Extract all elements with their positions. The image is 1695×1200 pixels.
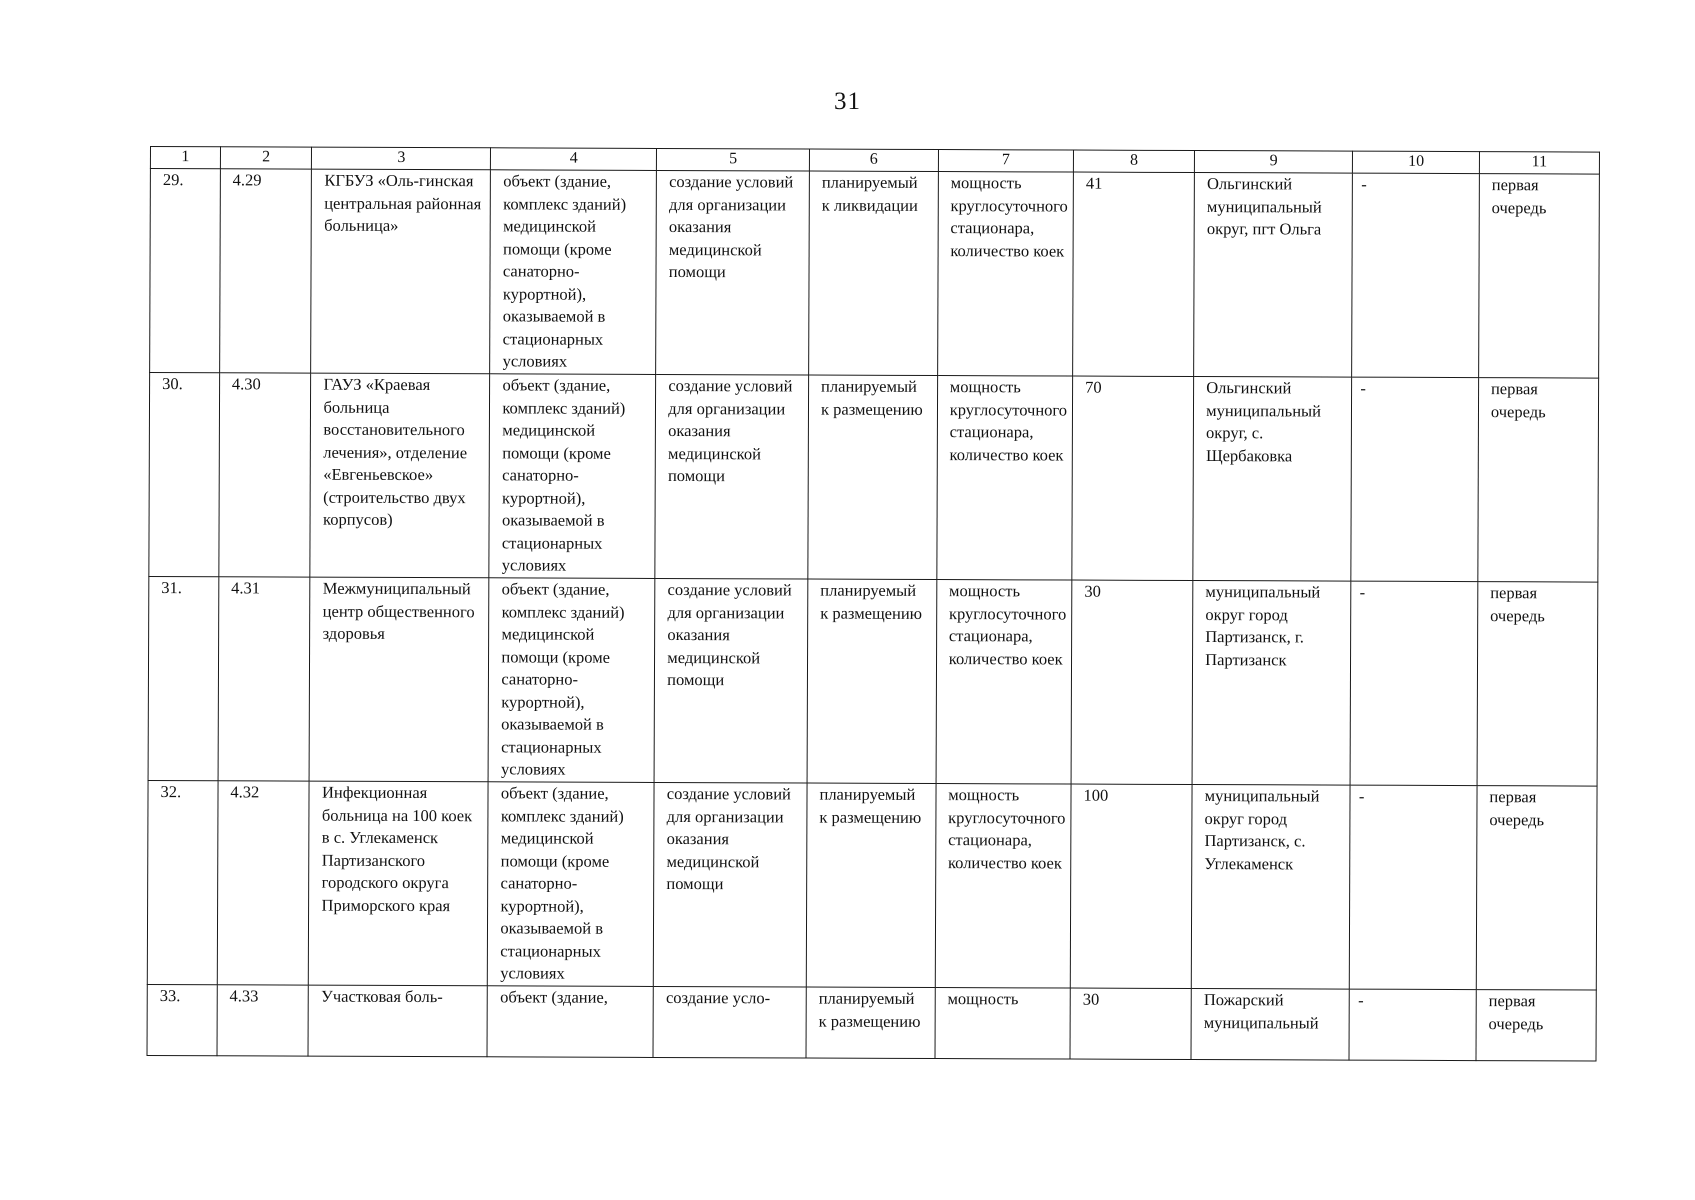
object-location: Ольгинский муниципальный округ, с. Щербаковка	[1193, 377, 1352, 582]
object-characteristic: мощность круглосуточного стационара, количество коек	[936, 580, 1072, 785]
zone-cell: -	[1352, 173, 1479, 377]
zone-cell: -	[1350, 581, 1477, 785]
object-code: 4.30	[219, 373, 311, 577]
object-status: планируемый к размещению	[807, 579, 937, 783]
characteristic-value: 100	[1070, 784, 1192, 988]
column-number: 5	[657, 148, 810, 171]
implementation-queue: первая очередь	[1476, 990, 1596, 1061]
object-code: 4.31	[218, 577, 310, 781]
object-characteristic: мощность круглосуточного стационара, количество коек	[937, 376, 1073, 581]
object-status: планируемый к размещению	[806, 987, 935, 1058]
table-row	[147, 984, 1596, 1061]
zone-cell: -	[1349, 989, 1476, 1060]
object-type: объект (здание,	[487, 986, 653, 1058]
object-name: ГАУЗ «Краевая больница восстановительного лечения», отделение «Евгеньевское» (строительство двух корпусов)	[310, 373, 490, 578]
object-type: объект (здание, комплекс зданий) медицинской помощи (кроме санаторно-курортной), оказываемой в стационарных условиях	[490, 170, 657, 375]
column-number: 8	[1073, 150, 1194, 172]
column-number: 10	[1353, 151, 1480, 173]
object-purpose: создание усло-	[653, 986, 806, 1058]
object-location: Ольгинский муниципальный округ, пгт Ольга	[1194, 173, 1353, 378]
column-number: 9	[1195, 151, 1353, 174]
table-row	[150, 169, 1600, 379]
page-number: 31	[834, 88, 861, 115]
object-characteristic: мощность круглосуточного стационара, количество коек	[935, 784, 1071, 989]
characteristic-value: 30	[1070, 988, 1191, 1059]
object-name: Межмуниципальный центр общественного здоровья	[310, 577, 490, 782]
object-location: Пожарский муниципальный	[1191, 989, 1349, 1061]
row-number: 33.	[147, 984, 217, 1055]
object-location: муниципальный округ город Партизанск, с. Углекаменск	[1191, 785, 1350, 990]
object-code: 4.32	[217, 781, 309, 985]
implementation-queue: первая очередь	[1479, 174, 1600, 378]
object-characteristic: мощность	[935, 988, 1071, 1060]
object-characteristic: мощность круглосуточного стационара, количество коек	[937, 172, 1073, 377]
object-name: КГБУЗ «Оль-гинская центральная районная больница»	[311, 169, 491, 374]
implementation-queue: первая очередь	[1476, 786, 1597, 990]
object-name: Инфекционная больница на 100 коек в с. Углекаменск Партизанского городского округа Приморского края	[309, 781, 489, 986]
implementation-queue: первая очередь	[1477, 582, 1598, 786]
characteristic-value: 41	[1073, 172, 1195, 376]
object-type: объект (здание, комплекс зданий) медицинской помощи (кроме санаторно-курортной), оказываемой в стационарных условиях	[488, 782, 655, 987]
column-number: 6	[809, 149, 938, 171]
column-number: 2	[220, 147, 312, 169]
column-number: 1	[150, 147, 220, 169]
object-name: Участковая боль-	[308, 985, 487, 1057]
object-purpose: создание условий для организации оказания медицинской помощи	[654, 578, 808, 783]
object-status: планируемый к размещению	[806, 783, 936, 987]
object-code: 4.29	[219, 169, 311, 373]
implementation-queue: первая очередь	[1478, 378, 1599, 582]
row-number: 32.	[147, 780, 218, 984]
object-code: 4.33	[217, 985, 309, 1056]
column-number: 4	[491, 148, 657, 171]
row-number: 31.	[148, 576, 219, 780]
characteristic-value: 30	[1071, 580, 1193, 784]
row-number: 29.	[150, 169, 221, 373]
planned-objects-table	[147, 146, 1600, 1062]
table-row	[147, 780, 1597, 990]
object-purpose: создание условий для организации оказания медицинской помощи	[655, 374, 809, 579]
table-row	[148, 576, 1598, 786]
column-number: 3	[312, 147, 491, 170]
column-number: 7	[938, 150, 1073, 173]
row-number: 30.	[149, 373, 220, 577]
object-type: объект (здание, комплекс зданий) медицинской помощи (кроме санаторно-курортной), оказываемой в стационарных условиях	[488, 578, 655, 783]
object-status: планируемый к размещению	[808, 375, 938, 579]
object-location: муниципальный округ город Партизанск, г. Партизанск	[1192, 581, 1351, 786]
characteristic-value: 70	[1072, 376, 1194, 580]
object-status: планируемый к ликвидации	[809, 171, 939, 375]
object-purpose: создание условий для организации оказания медицинской помощи	[654, 782, 808, 987]
zone-cell: -	[1351, 377, 1478, 581]
object-type: объект (здание, комплекс зданий) медицинской помощи (кроме санаторно-курортной), оказываемой в стационарных условиях	[489, 374, 656, 579]
zone-cell: -	[1350, 785, 1477, 989]
object-purpose: создание условий для организации оказания медицинской помощи	[656, 170, 810, 375]
column-number: 11	[1479, 152, 1599, 174]
table-row	[149, 373, 1599, 583]
